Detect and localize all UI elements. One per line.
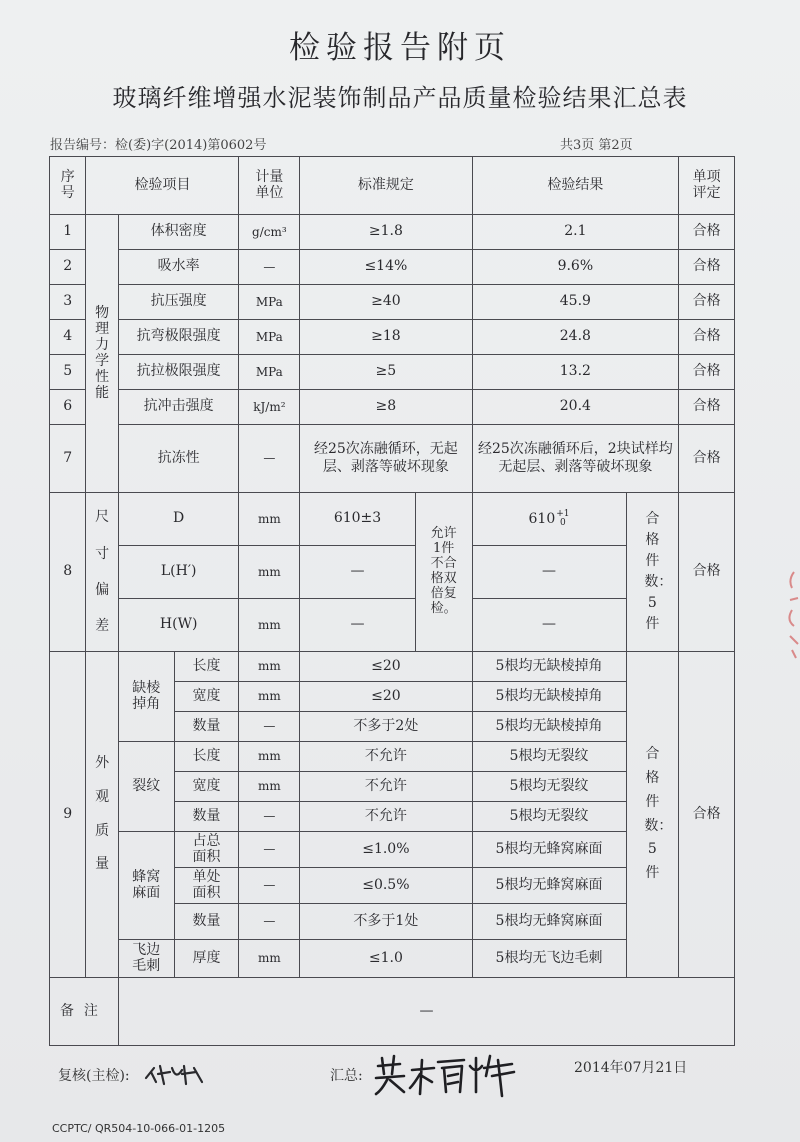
sub-item: 占总面积 [174,832,239,868]
reviewer-label: 复核(主检): [58,1068,130,1084]
row-judgment: 合格 [679,285,735,320]
row-item: 抗弯极限强度 [118,320,239,355]
sub-item: 厚度 [174,940,239,978]
row-unit: — [239,250,300,285]
dim-standard: 610±3 [300,493,416,546]
header-seq: 序号 [50,157,86,215]
row-result: 45.9 [472,285,679,320]
sub-result: 5根均无蜂窝麻面 [472,904,626,940]
sub-unit: — [239,832,300,868]
row-standard: ≥1.8 [300,215,472,250]
sub-unit: — [239,904,300,940]
sub-result: 5根均无裂纹 [472,742,626,772]
table-row [50,390,735,425]
row-item: 抗冲击强度 [118,390,239,425]
row-result: 13.2 [472,355,679,390]
table-row [50,355,735,390]
dim-result: — [472,599,626,652]
header-item: 检验项目 [86,157,239,215]
page-title: 检验报告附页 [289,30,511,66]
remarks-value: — [118,978,734,1046]
sub-item: 单处面积 [174,868,239,904]
subgroup-label: 裂纹 [118,742,174,832]
row-judgment: 合格 [679,320,735,355]
dim-standard: — [300,546,416,599]
dim-count: 合格件数：5件 [626,493,679,652]
form-code: CCPTC/ QR504-10-066-01-1205 [52,1122,226,1135]
sub-result: 5根均无缺棱掉角 [472,652,626,682]
row-seq: 6 [50,390,86,425]
dim-result-value: 610 [528,510,556,527]
sub-item: 宽度 [174,772,239,802]
dim-allowance: 允许1件不合格双倍复检。 [415,493,472,652]
page-info: 共3页 第2页 [560,138,633,153]
appearance-group-label: 外观质量 [86,652,118,978]
sub-standard: 不允许 [300,802,472,832]
sub-standard: 不允许 [300,742,472,772]
sub-unit: mm [239,652,300,682]
row-item: 体积密度 [118,215,239,250]
header-unit: 计量单位 [239,157,300,215]
row-standard: ≤14% [300,250,472,285]
sub-standard: ≤20 [300,682,472,712]
sub-standard: ≤1.0 [300,940,472,978]
row-judgment: 合格 [679,250,735,285]
sub-standard: 不多于1处 [300,904,472,940]
row-seq: 4 [50,320,86,355]
row-seq: 2 [50,250,86,285]
dim-tolerance: +1 0 [556,508,570,528]
sub-standard: 不多于2处 [300,712,472,742]
dim-group-label: 尺寸偏差 [86,493,118,652]
row-judgment: 合格 [679,215,735,250]
dim-judgment: 合格 [679,493,735,652]
sub-item: 数量 [174,904,239,940]
row-item: 抗拉极限强度 [118,355,239,390]
table-row [50,215,735,250]
dim-item: H(W) [118,599,239,652]
row-standard: ≥5 [300,355,472,390]
sub-unit: — [239,868,300,904]
page-subtitle: 玻璃纤维增强水泥装饰制品产品质量检验结果汇总表 [112,84,688,112]
row-seq: 1 [50,215,86,250]
header-row [50,157,735,215]
remarks-label: 备注 [50,978,119,1046]
appearance-judgment: 合格 [679,652,735,978]
row-unit: kJ/m² [239,390,300,425]
table-row [50,320,735,355]
remarks-row [50,978,735,1046]
row-seq: 9 [50,652,86,978]
row-standard: ≥18 [300,320,472,355]
sub-result: 5根均无缺棱掉角 [472,682,626,712]
sub-result: 5根均无蜂窝麻面 [472,868,626,904]
header-result: 检验结果 [472,157,679,215]
row-result: 经25次冻融循环后，2块试样均无起层、剥落等破坏现象 [472,425,679,493]
dim-result: — [472,546,626,599]
dim-unit: mm [239,599,300,652]
row-result: 9.6% [472,250,679,285]
table-row [50,652,735,682]
sub-result: 5根均无裂纹 [472,772,626,802]
row-item: 抗冻性 [118,425,239,493]
sub-item: 数量 [174,712,239,742]
row-unit: — [239,425,300,493]
row-standard: ≥8 [300,390,472,425]
table-row [50,425,735,493]
row-seq: 7 [50,425,86,493]
row-result: 20.4 [472,390,679,425]
row-judgment: 合格 [679,390,735,425]
row-unit: MPa [239,320,300,355]
table-row [50,493,735,546]
sub-standard: 不允许 [300,772,472,802]
report-date: 2014年07月21日 [574,1060,688,1076]
row-standard: ≥40 [300,285,472,320]
subgroup-label: 飞边毛刺 [118,940,174,978]
sub-standard: ≤20 [300,652,472,682]
dim-item: D [118,493,239,546]
row-result: 24.8 [472,320,679,355]
sub-unit: mm [239,682,300,712]
dim-standard: — [300,599,416,652]
sub-unit: — [239,802,300,832]
sub-item: 数量 [174,802,239,832]
table-row [50,250,735,285]
summary-signature [372,1052,532,1098]
header-judgment: 单项评定 [679,157,735,215]
red-stamp-fragment [780,570,800,660]
sub-standard: ≤0.5% [300,868,472,904]
sub-result: 5根均无缺棱掉角 [472,712,626,742]
sub-unit: mm [239,742,300,772]
table-row [50,285,735,320]
row-item: 抗压强度 [118,285,239,320]
report-number: 报告编号：检(委)字(2014)第0602号 [50,138,267,153]
physical-group-label: 物理力学性能 [86,215,118,493]
subgroup-label: 缺棱掉角 [118,652,174,742]
sub-unit: — [239,712,300,742]
sub-unit: mm [239,772,300,802]
sub-unit: mm [239,940,300,978]
sub-result: 5根均无裂纹 [472,802,626,832]
summary-label: 汇总: [330,1068,363,1084]
sub-item: 长度 [174,742,239,772]
sub-item: 宽度 [174,682,239,712]
header-standard: 标准规定 [300,157,472,215]
row-unit: MPa [239,285,300,320]
row-result: 2.1 [472,215,679,250]
row-unit: g/cm³ [239,215,300,250]
row-seq: 5 [50,355,86,390]
results-table [49,156,735,1046]
dim-item: L(H′) [118,546,239,599]
row-unit: MPa [239,355,300,390]
appearance-count: 合格件数：5件 [626,652,679,978]
row-seq: 8 [50,493,86,652]
sub-standard: ≤1.0% [300,832,472,868]
sub-result: 5根均无飞边毛刺 [472,940,626,978]
row-judgment: 合格 [679,355,735,390]
row-standard: 经25次冻融循环，无起层、剥落等破坏现象 [300,425,472,493]
dim-unit: mm [239,546,300,599]
subgroup-label: 蜂窝麻面 [118,832,174,940]
row-item: 吸水率 [118,250,239,285]
dim-result [472,493,626,546]
sub-result: 5根均无蜂窝麻面 [472,832,626,868]
dim-unit: mm [239,493,300,546]
row-judgment: 合格 [679,425,735,493]
row-seq: 3 [50,285,86,320]
sub-item: 长度 [174,652,239,682]
reviewer-signature [142,1060,210,1088]
